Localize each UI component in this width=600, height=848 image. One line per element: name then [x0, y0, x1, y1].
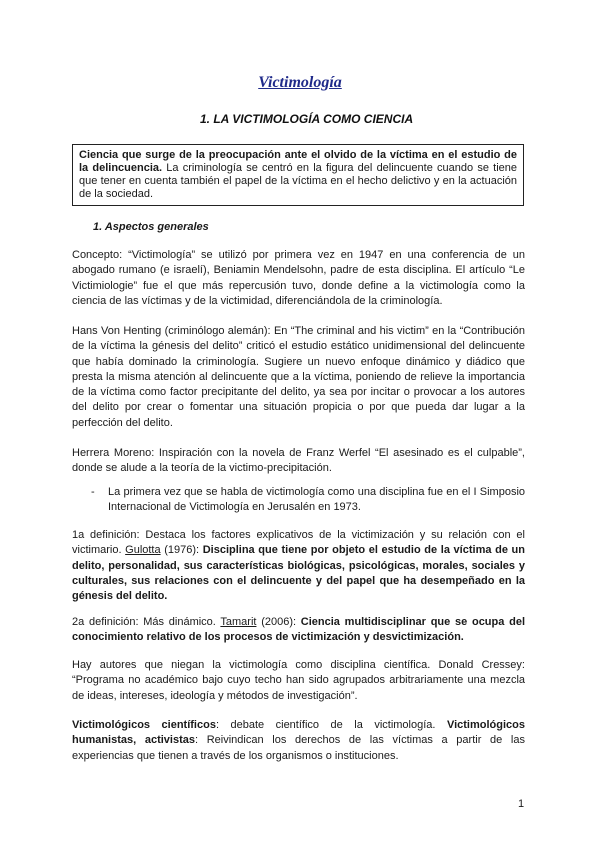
- def1-year: (1976):: [160, 544, 203, 557]
- vh-text: : Reivindican los derechos de las víctimas a partir de las experiencias que tienen a través de los organismos o instituciones.: [72, 734, 525, 762]
- paragraph-cressey: Hay autores que niegan la victimología como disciplina científica. Donald Cressey: “Programa no académico bajo cuyo techo han sido agrupados arbitrariamente una mezcla de ideas, intereses, ideología y métodos de investigación”.: [72, 659, 525, 702]
- def2-author: Tamarit: [220, 616, 257, 628]
- paragraph-victimologicos: [72, 718, 525, 764]
- section-heading: 1. LA VICTIMOLOGÍA COMO CIENCIA: [200, 112, 414, 126]
- paragraph-herrera: Herrera Moreno: Inspiración con la novela de Franz Werfel “El asesinado es el culpable”, donde se alude a la teoría de la victimo-precipitación.: [72, 447, 525, 475]
- paragraph-definition-2: [72, 615, 525, 646]
- vc-bold: Victimológicos científicos: [72, 719, 216, 731]
- def1-author: Gulotta: [125, 544, 161, 557]
- def2-intro: 2a definición: Más dinámico.: [72, 616, 221, 628]
- page-number: 1: [518, 798, 525, 810]
- page-title: Victimología: [258, 74, 342, 91]
- bullet-text: La primera vez que se habla de victimología como una disciplina fue en el I Simposio Internacional de Victimología en Jerusalén en 1973.: [108, 486, 525, 514]
- bullet-dash: -: [91, 486, 95, 498]
- definition-box: [72, 144, 524, 206]
- definition-box-bold: Ciencia que surge de la preocupación ante el olvido de la víctima en el estudio de la delincuencia.: [79, 149, 517, 174]
- def1-bold: Disciplina que tiene por objeto el estudio de la víctima de un delito, personalidad, sus características biológicas, psicológicas, morales, sociales y culturales, sus relaciones con el delincuente y del papel que ha desempeñado en la génesis del delito.: [72, 544, 525, 603]
- paragraph-concepto: Concepto: “Victimología” se utilizó por primera vez en 1947 en una conferencia de un abogado rumano (e israelí), Beniamin Mendelsohn, padre de esta disciplina. El artículo “Le Victimiologie” fue el que más repercusión tuvo, donde define a la victimología como la ciencia de las víctimas y de la victimidad, diferenciándola de la criminología.: [72, 249, 525, 307]
- paragraph-henting: Hans Von Henting (criminólogo alemán): En “The criminal and his victim” en la “Contribución de la víctima la génesis del delito” criticó el estudio estático unidimensional del delincuente que había dominado la criminología. Sugiere un nuevo enfoque dinámico y diádico que presta la misma atención al delincuente que a la víctima, poniendo de relieve la importancia de la víctima como factor precipitante del delito, ya sea por incitar o provocar a los autores del delito por crear o fomentar una situación propicia o por que pueda dar lugar a la perfección del delito.: [72, 325, 525, 429]
- def2-bold: Ciencia multidisciplinar que se ocupa del conocimiento relativo de los procesos de victimización y desvictimización.: [72, 616, 525, 644]
- def2-year: (2006):: [256, 616, 301, 628]
- vc-text: : debate científico de la victimología.: [215, 719, 447, 731]
- definition-box-text: La criminología se centró en la figura del delincuente cuando se tiene que tener en cuenta también el papel de la víctima en el hecho delictivo y en la actuación de la sociedad.: [79, 162, 517, 200]
- def1-intro: 1a definición: Destaca los factores explicativos de la victimización y su relación con el victimario.: [72, 529, 525, 557]
- paragraph-definition-1: [72, 528, 525, 604]
- subheading: 1. Aspectos generales: [93, 221, 209, 233]
- vh-bold: Victimológicos humanistas, activistas: [72, 719, 525, 747]
